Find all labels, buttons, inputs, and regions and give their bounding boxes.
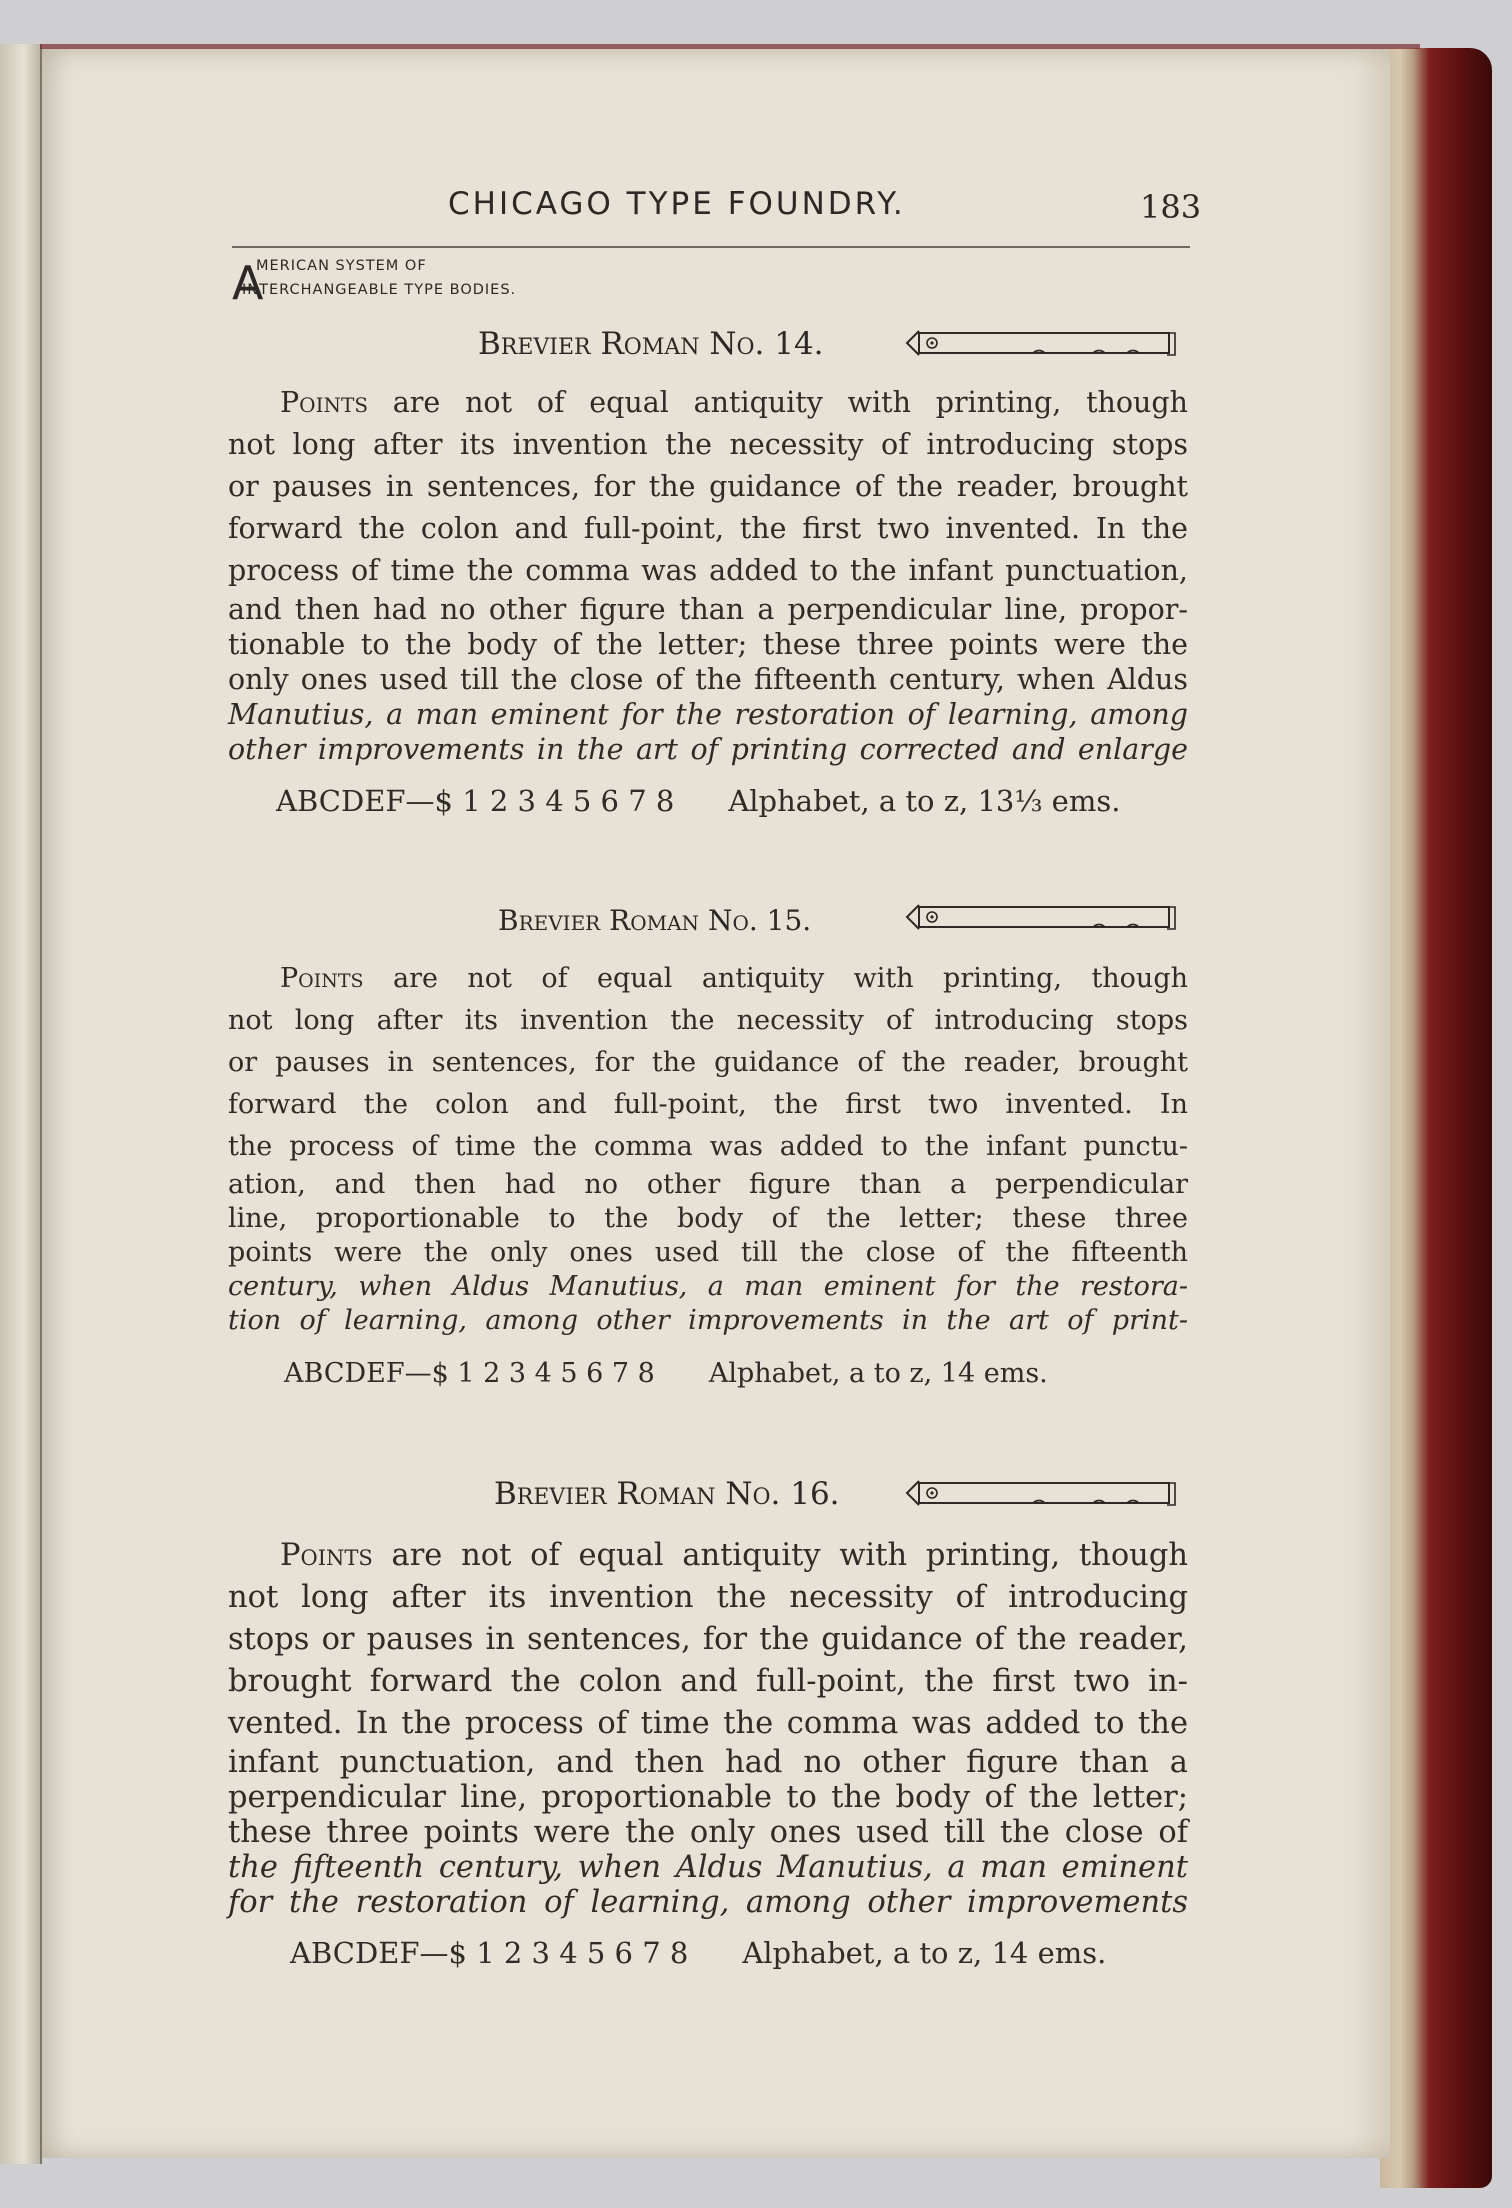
text-line: only ones used till the close of the fifteenth century, when Aldus — [228, 663, 1188, 696]
text-line: the fifteenth century, when Aldus Manutius, a man eminent — [228, 1850, 1188, 1885]
alphabet-figures: ABCDEF—$ 1 2 3 4 5 6 7 8 — [276, 784, 675, 818]
text-intro: Points — [280, 386, 369, 419]
book-fore-edge — [1380, 48, 1492, 2188]
type-gauge-icon — [905, 902, 1177, 932]
specimen-heading-16: Brevier Roman No. 16. — [494, 1476, 840, 1512]
text-line: not long after its invention the necessity of introducing stops — [228, 1005, 1188, 1036]
text-line: the process of time the comma was added to the infant punctu- — [228, 1131, 1188, 1162]
text-line: Points are not of equal antiquity with printing, though — [280, 1538, 1188, 1573]
running-head: CHICAGO TYPE FOUNDRY. — [448, 186, 906, 222]
system-note-line-1: MERICAN SYSTEM OF — [256, 258, 427, 274]
text-line: or pauses in sentences, for the guidance of the reader, brought — [228, 1047, 1188, 1078]
specimen-heading-15: Brevier Roman No. 15. — [498, 904, 812, 937]
text-line: and then had no other figure than a perpendicular line, propor- — [228, 593, 1188, 626]
head-rule — [232, 246, 1190, 248]
alphabet-length: Alphabet, a to z, 14 ems. — [708, 1358, 1048, 1389]
text-line: brought forward the colon and full-point, the first two in- — [228, 1664, 1188, 1699]
specimen-text-15 — [228, 958, 1188, 1338]
text-line: ation, and then had no other figure than a perpendicular — [228, 1169, 1188, 1200]
text-line: Manutius, a man eminent for the restoration of learning, among — [228, 698, 1188, 731]
text-line: these three points were the only ones used till the close of — [228, 1815, 1188, 1850]
text-line: Points are not of equal antiquity with printing, though — [280, 386, 1188, 419]
text-line: forward the colon and full-point, the first two invented. In the — [228, 512, 1188, 545]
alphabet-line-14 — [276, 784, 1120, 818]
text-line: for the restoration of learning, among other improvements — [228, 1885, 1188, 1920]
text-line: forward the colon and full-point, the first two invented. In — [228, 1089, 1188, 1120]
text-line: or pauses in sentences, for the guidance of the reader, brought — [228, 470, 1188, 503]
alphabet-length: Alphabet, a to z, 13⅓ ems. — [728, 784, 1121, 818]
text-line: century, when Aldus Manutius, a man eminent for the restora- — [228, 1271, 1188, 1302]
specimen-heading-14: Brevier Roman No. 14. — [478, 326, 824, 362]
alphabet-figures: ABCDEF—$ 1 2 3 4 5 6 7 8 — [290, 1936, 689, 1970]
text-line: process of time the comma was added to the infant punctuation, — [228, 554, 1188, 587]
type-gauge-icon — [905, 1478, 1177, 1508]
text-line: perpendicular line, proportionable to the body of the letter; — [228, 1780, 1188, 1815]
text-line: line, proportionable to the body of the letter; these three — [228, 1203, 1188, 1234]
text-intro: Points — [280, 963, 364, 994]
page-top-edge — [40, 44, 1420, 49]
page-number: 183 — [1140, 188, 1202, 226]
text-intro: Points — [280, 1538, 373, 1573]
alphabet-figures: ABCDEF—$ 1 2 3 4 5 6 7 8 — [284, 1358, 655, 1389]
specimen-text-14 — [228, 382, 1188, 767]
system-initial: A — [232, 256, 264, 310]
text-line: points were the only ones used till the close of the fifteenth — [228, 1237, 1188, 1268]
text-line: not long after its invention the necessity of introducing stops — [228, 428, 1188, 461]
system-note-line-2: INTERCHANGEABLE TYPE BODIES. — [242, 282, 517, 298]
facing-page-edge — [0, 44, 42, 2164]
text-line: stops or pauses in sentences, for the guidance of the reader, — [228, 1622, 1188, 1657]
text-line: infant punctuation, and then had no other figure than a — [228, 1745, 1188, 1780]
text-line: Points are not of equal antiquity with printing, though — [280, 963, 1188, 994]
alphabet-line-16 — [290, 1936, 1106, 1970]
text-line: vented. In the process of time the comma was added to the — [228, 1706, 1188, 1741]
text-line: tionable to the body of the letter; these three points were the — [228, 628, 1188, 661]
alphabet-line-15 — [284, 1358, 1048, 1389]
alphabet-length: Alphabet, a to z, 14 ems. — [742, 1936, 1107, 1970]
specimen-text-16 — [228, 1535, 1188, 1920]
text-line: tion of learning, among other improvements in the art of print- — [228, 1305, 1188, 1336]
text-line: not long after its invention the necessity of introducing — [228, 1580, 1188, 1615]
text-line: other improvements in the art of printing corrected and enlarge — [228, 733, 1188, 766]
type-gauge-icon — [905, 328, 1177, 358]
